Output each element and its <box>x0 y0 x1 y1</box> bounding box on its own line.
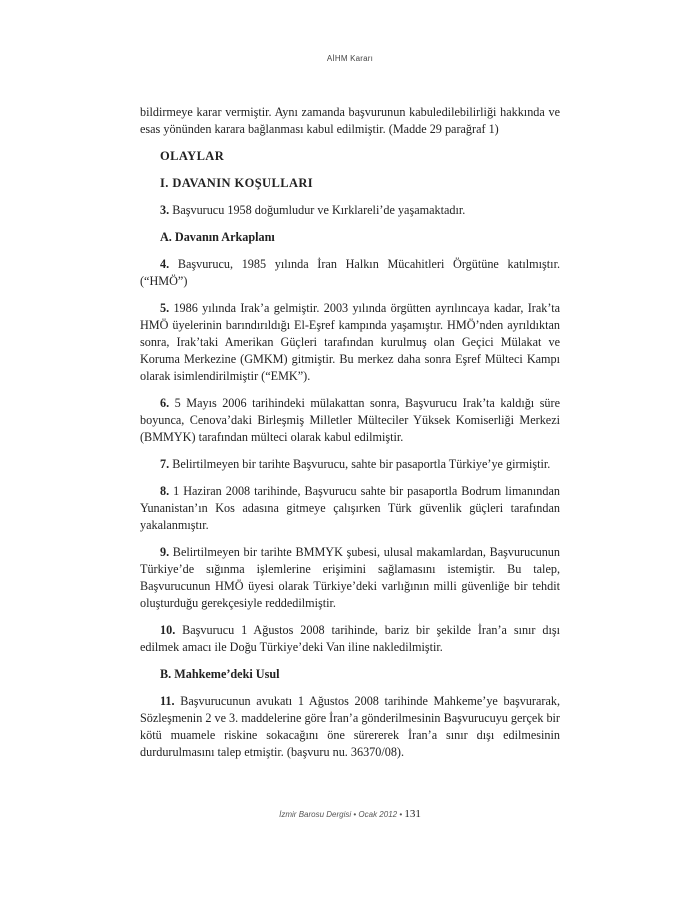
page-number: 131 <box>404 808 421 820</box>
paragraph-number: 7. <box>160 457 170 471</box>
running-header: AİHM Kararı <box>326 54 374 63</box>
intro-paragraph: bildirmeye karar vermiştir. Aynı zamanda başvurunun kabuledilebilirliği hakkında ve esas yönünden karara bağlanması kabul edilmiştir. (Madde 29 parağraf 1) <box>140 105 560 136</box>
paragraph-number: 5. <box>160 301 170 315</box>
paragraph-number: 6. <box>160 396 170 410</box>
paragraph-number: 3. <box>160 203 170 217</box>
page-body <box>140 104 560 771</box>
section-heading-olaylar: OLAYLAR <box>160 149 225 163</box>
subsection-heading-usul: B. Mahkeme’deki Usul <box>160 667 280 681</box>
paragraph-text: Başvurucu, 1985 yılında İran Halkın Mücahitleri Örgütüne katılmıştır. (“HMÖ”) <box>140 257 560 288</box>
paragraph-number: 11. <box>160 694 175 708</box>
paragraph-7 <box>140 456 560 473</box>
paragraph-5 <box>140 300 560 385</box>
paragraph-10 <box>140 622 560 656</box>
paragraph-text: Belirtilmeyen bir tarihte Başvurucu, sahte bir pasaportla Türkiye’ye girmiştir. <box>169 457 551 471</box>
subsection-heading-arkaplan: A. Davanın Arkaplanı <box>160 230 275 244</box>
paragraph-text: 5 Mayıs 2006 tarihindeki mülakattan sonra, Başvurucu Irak’ta kaldığı süre boyunca, Cenova’daki Birleşmiş Milletler Mülteciler Yüksek Komiserliği Merkezi (BMMYK) tarafından mülteci olarak kabul edilmiştir. <box>140 396 560 444</box>
journal-citation: İzmir Barosu Dergisi • Ocak 2012 • <box>279 810 403 819</box>
paragraph-text: Başvurucu 1 Ağustos 2008 tarihinde, bariz bir şekilde İran’a sınır dışı edilmek amacı ile Doğu Türkiye’deki Van iline nakledilmiştir. <box>140 623 560 654</box>
paragraph-text: Başvurucu 1958 doğumludur ve Kırklareli’de yaşamaktadır. <box>169 203 466 217</box>
paragraph-text: Başvurucunun avukatı 1 Ağustos 2008 tarihinde Mahkeme’ye başvurarak, Sözleşmenin 2 ve 3. maddelerine göre İran’a gönderilmesinin Başvurucuyu gerçek bir kötü muamele riskine sokacağını öne sürererek İran’a sınır dışı edilmesinin durdurulmasını talep etmiştir. (başvuru nu. 36370/08). <box>140 694 560 759</box>
paragraph-6 <box>140 395 560 446</box>
page-footer <box>0 808 700 820</box>
paragraph-number: 9. <box>160 545 170 559</box>
paragraph-8 <box>140 483 560 534</box>
section-heading-davanin-kosullari: I. DAVANIN KOŞULLARI <box>160 176 314 190</box>
paragraph-3 <box>140 202 560 219</box>
paragraph-9 <box>140 544 560 612</box>
paragraph-number: 8. <box>160 484 170 498</box>
paragraph-text: 1986 yılında Irak’a gelmiştir. 2003 yılında örgütten ayrılıncaya kadar, Irak’ta HMÖ üyelerinin barındırıldığı El-Eşref kampında yaşamıştır. HMÖ’nden ayrıldıktan sonra, Irak’taki Amerikan Güçleri tarafından kurulmuş olan Geçici Mülakat ve Koruma Merkezine (GMKM) gitmiştir. Bu merkez daha sonra Eşref Mülteci Kampı olarak isimlendirilmiştir (“EMK”). <box>140 301 560 383</box>
paragraph-number: 10. <box>160 623 176 637</box>
paragraph-text: 1 Haziran 2008 tarihinde, Başvurucu sahte bir pasaportla Bodrum limanından Yunanistan’ın Kos adasına gitmeye çalışırken Türk güvenlik güçleri tarafından yakalanmıştır. <box>140 484 560 532</box>
paragraph-4 <box>140 256 560 290</box>
paragraph-11 <box>140 693 560 761</box>
paragraph-text: Belirtilmeyen bir tarihte BMMYK şubesi, ulusal makamlardan, Başvurucunun Türkiye’de sığınma işlemlerine erişimini sağlamasını istemiştir. Bu talep, Başvurucunun HMÖ üyesi olarak Türkiye’deki varlığının milli güvenliğe bir tehdit oluşturduğu gerekçesiyle reddedilmiştir. <box>140 545 560 610</box>
paragraph-number: 4. <box>160 257 170 271</box>
